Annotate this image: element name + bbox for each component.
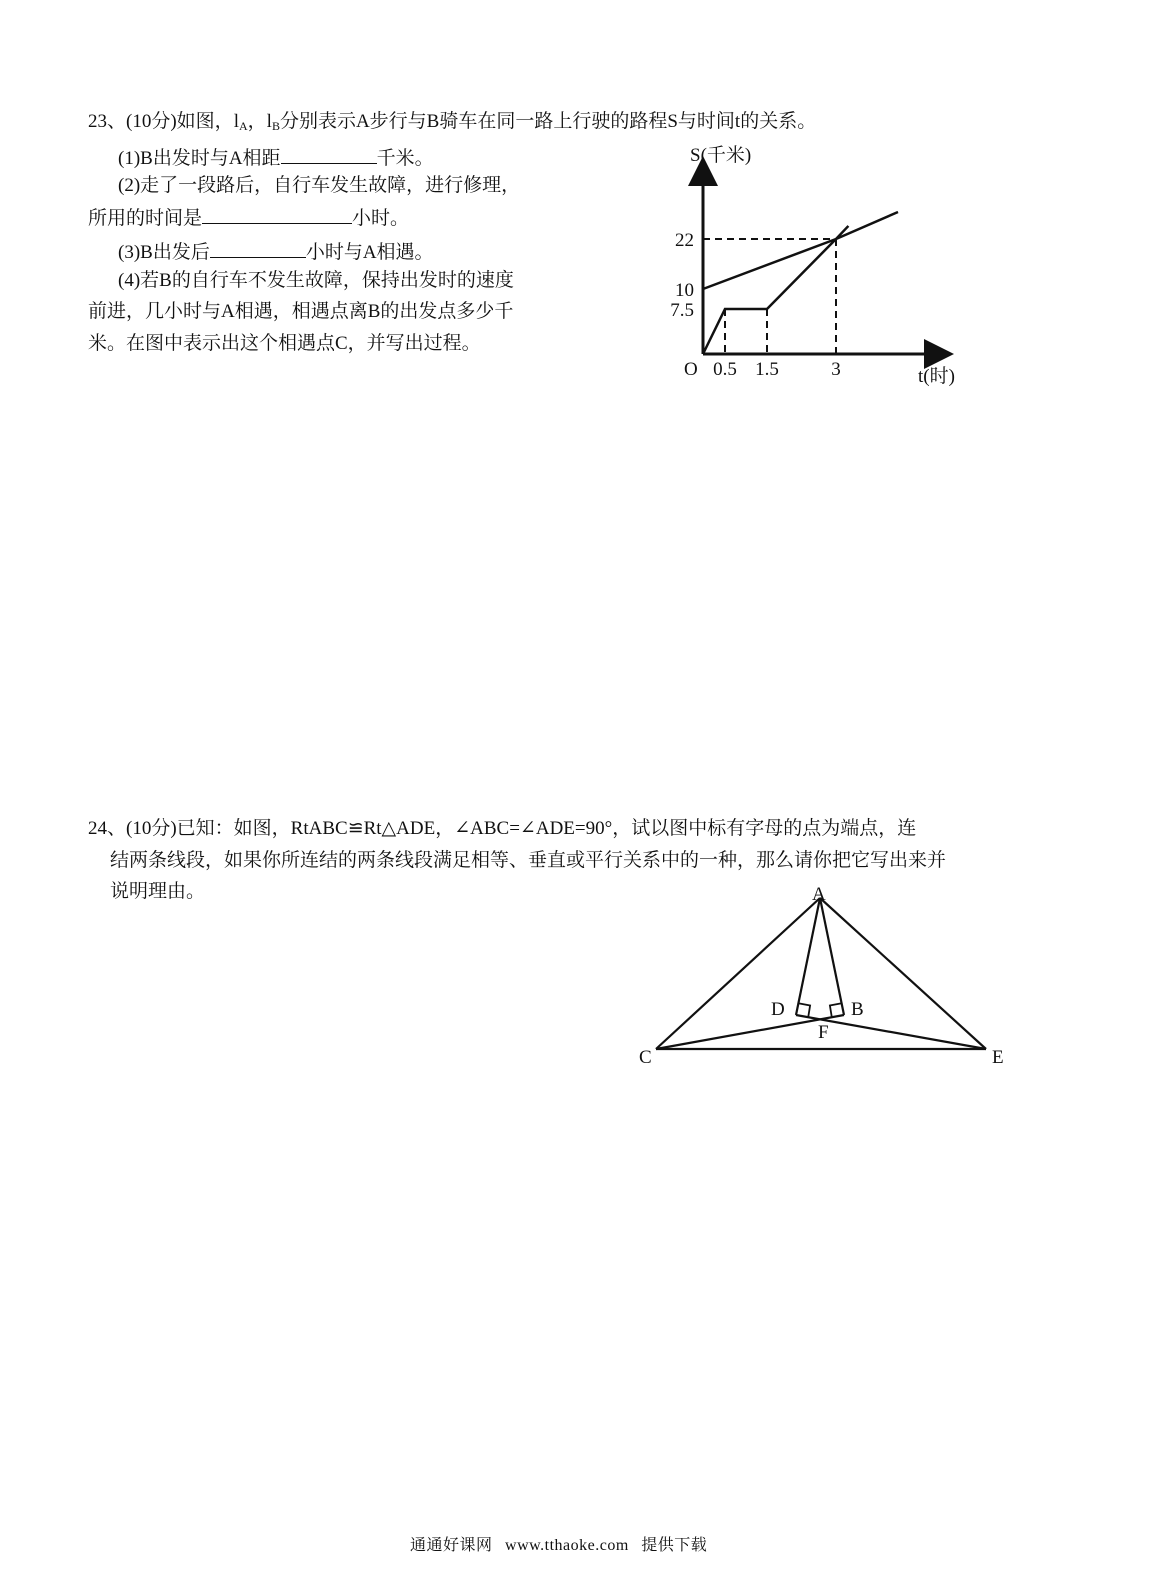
q23-part3-text: (3)B出发后 xyxy=(118,242,210,263)
x-axis-label: t(时) xyxy=(918,366,955,387)
q23-part1-unit: 千米。 xyxy=(376,148,434,169)
footer-site-name: 通通好课网 xyxy=(410,1537,493,1554)
q23-part4-text-c: 米。在图中表示出这个相遇点C，并写出过程。 xyxy=(88,333,481,354)
q23-part4-text-a: (4)若B的自行车不发生故障，保持出发时的速度 xyxy=(118,270,514,291)
q24-text-2: 结两条线段，如果你所连结的两条线段满足相等、垂直或平行关系中的一种，那么请你把它写出来并 xyxy=(110,850,947,871)
l-a: l xyxy=(233,111,239,132)
q23-intro-b: 分别表示A步行与B骑车在同一路上行驶的路程S与时间t的关系。 xyxy=(279,111,817,132)
footer-url: www.tthaoke.com xyxy=(505,1537,629,1554)
x-tick-label: 3 xyxy=(831,359,841,380)
q23-part2-unit: 小时。 xyxy=(352,208,410,229)
q24-text-3: 说明理由。 xyxy=(110,881,206,902)
triangle-figure xyxy=(630,880,1050,1080)
point-b-label: B xyxy=(851,999,864,1020)
q23-intro-a: 如图， xyxy=(176,111,234,132)
q23-part1-text: (1)B出发时与A相距 xyxy=(118,148,281,169)
point-a-label: A xyxy=(812,884,826,905)
point-d-label: D xyxy=(771,999,785,1020)
segment-ce-diag xyxy=(656,1015,844,1049)
q23-part2-text: (2)走了一段路后，自行车发生故障，进行修理， xyxy=(118,175,521,196)
footer-action: 提供下载 xyxy=(641,1537,708,1554)
q23-part4-text-b: 前进，几小时与A相遇，相遇点离B的出发点多少千 xyxy=(88,301,514,322)
y-axis-label: S(千米) xyxy=(690,145,752,166)
origin-label: O xyxy=(684,359,698,380)
q24-text-1: 已知：如图，RtABC≌Rt△ADE，∠ABC=∠ADE=90°，试以图中标有字母的点为端点，连 xyxy=(176,818,917,839)
y-tick-label: 22 xyxy=(675,230,694,251)
x-tick-label: 0.5 xyxy=(713,359,737,380)
y-tick-label: 10 xyxy=(675,280,694,301)
x-tick-label: 1.5 xyxy=(755,359,779,380)
q23-comma: ， xyxy=(247,111,267,132)
segment-ae xyxy=(820,898,986,1049)
l-b: l xyxy=(266,111,272,132)
q24-number: 24、 xyxy=(88,818,127,839)
page-footer xyxy=(410,1532,707,1555)
point-f-label: F xyxy=(818,1022,829,1043)
l-a-sub: A xyxy=(238,119,248,133)
series-line-0 xyxy=(703,212,898,289)
y-tick-label: 7.5 xyxy=(670,300,694,321)
q23-part3-unit: 小时与A相遇。 xyxy=(305,242,434,263)
q23-score: (10分) xyxy=(126,111,177,132)
q23-number: 23、 xyxy=(88,111,127,132)
q24-line3 xyxy=(110,879,205,905)
point-c-label: C xyxy=(639,1047,652,1068)
q23-part2-text-b: 所用的时间是 xyxy=(88,208,203,229)
distance-time-graph xyxy=(0,0,1152,420)
point-e-label: E xyxy=(992,1047,1004,1068)
q24-line2 xyxy=(110,848,946,874)
q24-line1 xyxy=(88,816,916,842)
segment-ac xyxy=(656,898,820,1049)
q24-score: (10分) xyxy=(126,818,177,839)
l-b-sub: B xyxy=(271,119,280,133)
